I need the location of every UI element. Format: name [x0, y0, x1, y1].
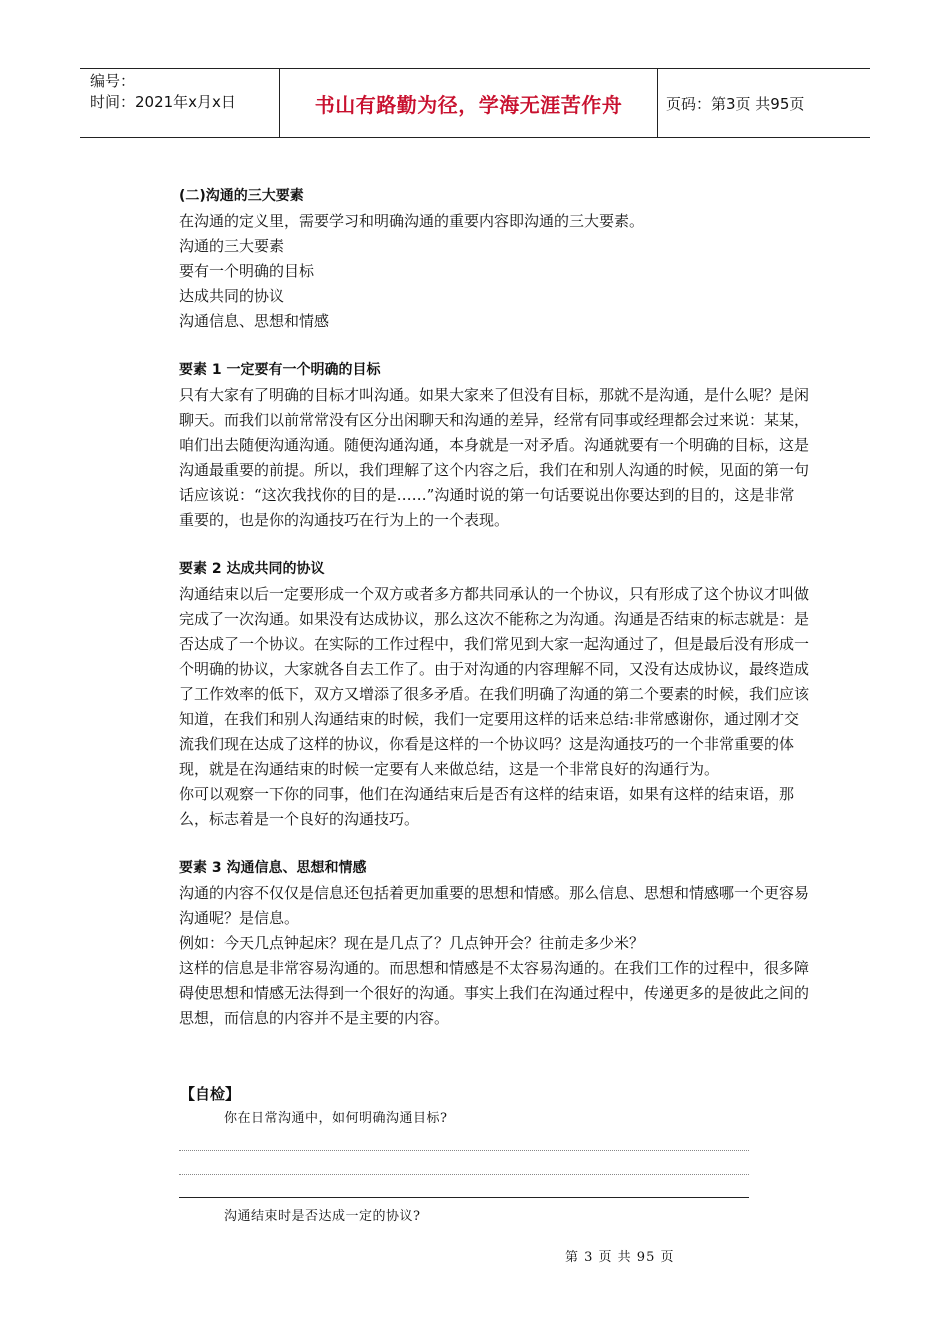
header-page-info: 页码：第3页 共95页 — [666, 94, 805, 113]
self-check-question-1: 你在日常沟通中，如何明确沟通目标? — [224, 1111, 448, 1126]
header-motto: 书山有路勤为径，学海无涯苦作舟 — [280, 69, 658, 137]
element-3-heading: 要素 3 沟通信息、思想和情感 — [179, 860, 367, 876]
page-footer: 第 3 页 共 95 页 — [565, 1250, 675, 1265]
section-list-item: 要有一个明确的目标 — [179, 262, 315, 280]
section-list-title: 沟通的三大要素 — [179, 237, 285, 255]
answer-line[interactable] — [179, 1150, 749, 1151]
header-meta — [80, 69, 280, 137]
element-2-paragraph: 沟通结束以后一定要形成一个双方或者多方都共同承认的一个协议，只有形成了这个协议才叫做完成了一次沟通。如果没有达成协议，那么这次不能称之为沟通。沟通是否结束的标志就是：是否达成了一个协议。在实际的工作过程中，我们常见到大家一起沟通过了，但是最后没有形成一个明确的协议，大家就各自去工作了。由于对沟通的内容理解不同，又没有达成协议，最终造成了工作效率的低下，双方又增添了很多矛盾。在我们明确了沟通的第二个要素的时候，我们应该知道，在我们和别人沟通结束的时候，我们一定要用这样的话来总结:非常感谢你，通过刚才交流我们现在达成了这样的协议，你看是这样的一个协议吗？这是沟通技巧的一个非常重要的体现，就是在沟通结束的时候一定要有人来做总结，这是一个非常良好的沟通行为。 — [179, 585, 810, 778]
element-1-heading: 要素 1 一定要有一个明确的目标 — [179, 362, 381, 378]
element-2-paragraph: 你可以观察一下你的同事，他们在沟通结束后是否有这样的结束语，如果有这样的结束语，那么，标志着是一个良好的沟通技巧。 — [179, 785, 795, 828]
element-2-heading: 要素 2 达成共同的协议 — [179, 561, 325, 577]
section-title: (二)沟通的三大要素 — [179, 188, 304, 204]
page-header — [80, 68, 870, 138]
answer-line[interactable] — [179, 1197, 749, 1198]
header-code-label: 编号： — [90, 72, 136, 90]
section-list-item: 沟通信息、思想和情感 — [179, 312, 330, 330]
self-check-title: 【自检】 — [180, 1085, 241, 1103]
section-intro: 在沟通的定义里，需要学习和明确沟通的重要内容即沟通的三大要素。 — [179, 212, 645, 230]
element-1-paragraph: 只有大家有了明确的目标才叫沟通。如果大家来了但没有目标，那就不是沟通，是什么呢？是闲聊天。而我们以前常常没有区分出闲聊天和沟通的差异，经常有同事或经理都会过来说：某某，咱们出去随便沟通沟通。随便沟通沟通，本身就是一对矛盾。沟通就要有一个明确的目标，这是沟通最重要的前提。所以，我们理解了这个内容之后，我们在和别人沟通的时候，见面的第一句话应该说：“这次我找你的目的是……”沟通时说的第一句话要说出你要达到的目的，这是非常重要的，也是你的沟通技巧在行为上的一个表现。 — [179, 386, 810, 529]
self-check-question-2: 沟通结束时是否达成一定的协议? — [224, 1209, 421, 1224]
element-3-paragraph: 例如：今天几点钟起床？现在是几点了？几点钟开会？往前走多少米？ — [179, 934, 645, 952]
document-body — [179, 184, 809, 1031]
header-time-label: 时间：2021年x月x日 — [90, 93, 236, 111]
element-3-paragraph: 这样的信息是非常容易沟通的。而思想和情感是不太容易沟通的。在我们工作的过程中，很多障碍使思想和情感无法得到一个很好的沟通。事实上我们在沟通过程中，传递更多的是彼此之间的思想，而信息的内容并不是主要的内容。 — [179, 959, 810, 1027]
answer-line[interactable] — [179, 1174, 749, 1175]
section-list-item: 达成共同的协议 — [179, 287, 285, 305]
element-3-paragraph: 沟通的内容不仅仅是信息还包括着更加重要的思想和情感。那么信息、思想和情感哪一个更容易沟通呢？是信息。 — [179, 884, 810, 927]
